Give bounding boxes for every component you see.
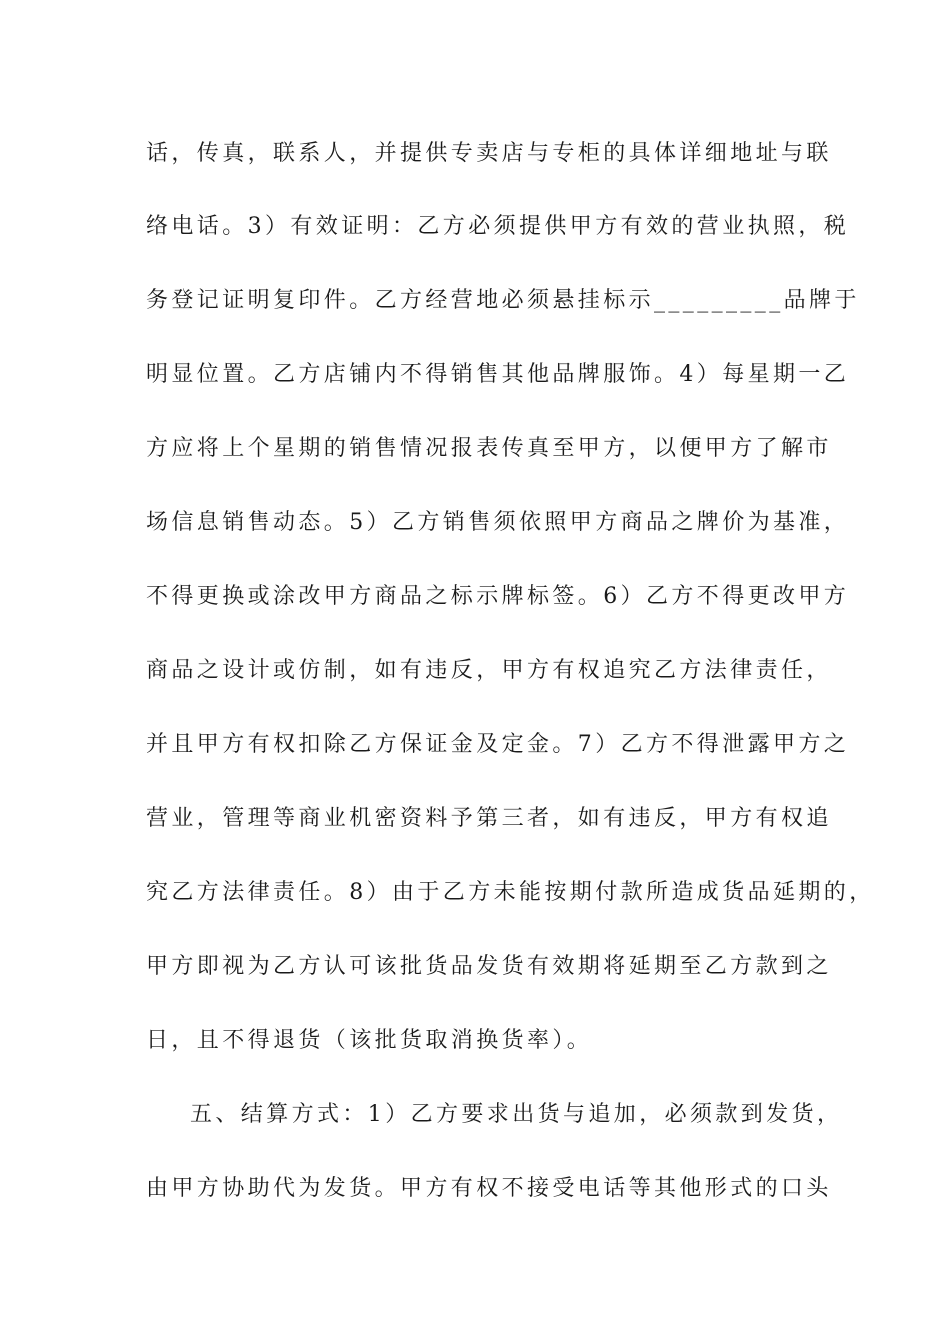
paragraph-line: 明显位置。乙方店铺内不得销售其他品牌服饰。4）每星期一乙: [146, 362, 850, 387]
paragraph-line: 甲方即视为乙方认可该批货品发货有效期将延期至乙方款到之: [146, 954, 832, 979]
paragraph-line: 络电话。3）有效证明：乙方必须提供甲方有效的营业执照，税: [146, 214, 850, 239]
paragraph-line: 究乙方法律责任。8）由于乙方未能按期付款所造成货品延期的，: [146, 880, 875, 905]
paragraph-line: 营业，管理等商业机密资料予第三者，如有违反，甲方有权追: [146, 806, 832, 831]
paragraph-line: 话，传真，联系人，并提供专卖店与专柜的具体详细地址与联: [146, 141, 832, 166]
paragraph-line: 日，且不得退货（该批货取消换货率）。: [146, 1028, 593, 1053]
paragraph-line: 不得更换或涂改甲方商品之标示牌标签。6）乙方不得更改甲方: [146, 584, 850, 609]
paragraph-line: 并且甲方有权扣除乙方保证金及定金。7）乙方不得泄露甲方之: [146, 732, 850, 757]
paragraph-line: 商品之设计或仿制，如有违反，甲方有权追究乙方法律责任，: [146, 658, 832, 683]
paragraph-line: 由甲方协助代为发货。甲方有权不接受电话等其他形式的口头: [146, 1176, 832, 1201]
paragraph-line: 方应将上个星期的销售情况报表传真至甲方，以便甲方了解市: [146, 436, 832, 461]
paragraph-line: 场信息销售动态。5）乙方销售须依照甲方商品之牌价为基准，: [146, 510, 850, 535]
section-heading-line: 五、结算方式：1）乙方要求出货与追加，必须款到发货，: [190, 1102, 843, 1127]
paragraph-line: 务登记证明复印件。乙方经营地必须悬挂标示_________品牌于: [146, 288, 860, 313]
